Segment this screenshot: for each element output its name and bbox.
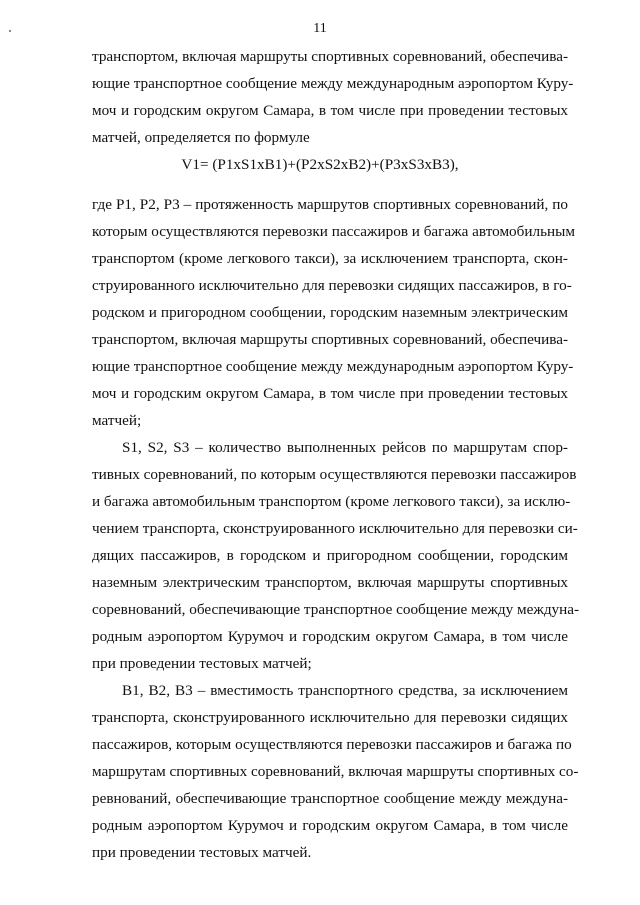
text-line: чением транспорта, сконструированного исключительно для перевозки си- <box>92 520 578 537</box>
text-line: и багажа автомобильным транспортом (кроме легкового такси), за исклю- <box>92 493 571 510</box>
text-line: ющие транспортное сообщение между международным аэропортом Куру- <box>92 75 574 92</box>
text-line: соревнований, обеспечивающие транспортное сообщение между междуна- <box>92 601 580 618</box>
text-line: моч и городским округом Самара, в том числе при проведении тестовых <box>92 102 568 119</box>
text-line: транспортом (кроме легкового такси), за исключением транспорта, скон- <box>92 250 568 267</box>
formula: V1= (P1xS1xB1)+(P2xS2xB2)+(P3xS3xB3), <box>181 156 459 173</box>
text-line: B1, B2, B3 – вместимость транспортного средства, за исключением <box>122 682 568 699</box>
text-line: моч и городским округом Самара, в том числе при проведении тестовых <box>92 385 568 402</box>
text-line: маршрутам спортивных соревнований, включая маршруты спортивных со- <box>92 763 579 780</box>
text-line: транспортом, включая маршруты спортивных соревнований, обеспечива- <box>92 48 569 65</box>
text-line: при проведении тестовых матчей; <box>92 655 312 672</box>
text-line: транспорта, сконструированного исключительно для перевозки сидящих <box>92 709 568 726</box>
text-line: родным аэропортом Курумоч и городским округом Самара, в том числе <box>92 628 568 645</box>
text-line: наземным электрическим транспортом, включая маршруты спортивных <box>92 574 568 591</box>
text-line: где P1, P2, P3 – протяженность маршрутов спортивных соревнований, по <box>92 196 568 213</box>
text-line: матчей, определяется по формуле <box>92 129 310 146</box>
text-line: матчей; <box>92 412 142 429</box>
text-line: струированного исключительно для перевозки сидящих пассажиров, в го- <box>92 277 572 294</box>
text-line: дящих пассажиров, в городском и пригородном сообщении, городским <box>92 547 568 564</box>
text-line: родным аэропортом Курумоч и городским округом Самара, в том числе <box>92 817 568 834</box>
text-line: при проведении тестовых матчей. <box>92 844 312 861</box>
text-line: тивных соревнований, по которым осуществляются перевозки пассажиров <box>92 466 577 483</box>
text-line: ющие транспортное сообщение между международным аэропортом Куру- <box>92 358 574 375</box>
text-line: родском и пригородном сообщении, городским наземным электрическим <box>92 304 568 321</box>
text-line: которым осуществляются перевозки пассажиров и багажа автомобильным <box>92 223 575 240</box>
page-number: 11 <box>313 21 327 36</box>
text-line: ревнований, обеспечивающие транспортное сообщение между междуна- <box>92 790 568 807</box>
text-line: транспортом, включая маршруты спортивных соревнований, обеспечива- <box>92 331 569 348</box>
text-line: S1, S2, S3 – количество выполненных рейсов по маршрутам спор- <box>122 439 568 456</box>
text-line: пассажиров, которым осуществляются перевозки пассажиров и багажа по <box>92 736 572 753</box>
